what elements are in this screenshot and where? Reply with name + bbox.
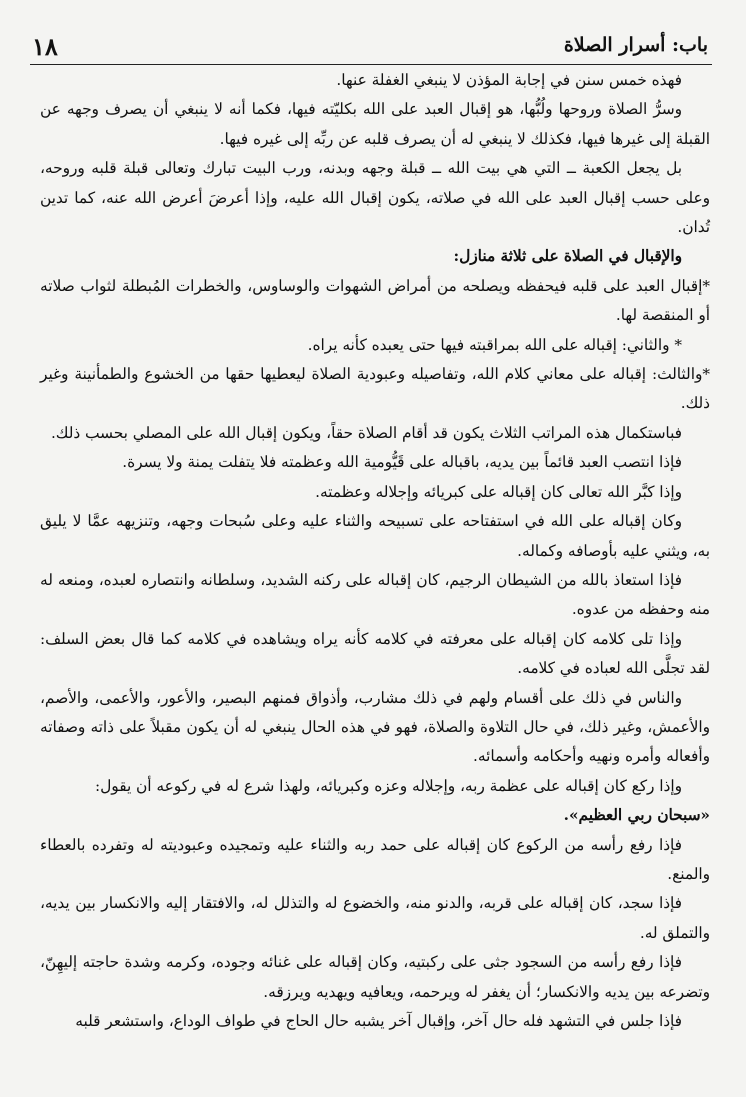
paragraph: فإذا رفع رأسه من السجود جثى على ركبتيه، وكان إقباله على غنائه وجوده، وكرمه وشدة حاجته إليهِنّ، وتضرعه بين يديه والانكسار؛ أن يغفر له ويرحمه، ويعافيه ويهديه ويرزقه.: [40, 953, 710, 1001]
list-item: * والثاني: إقباله على الله بمراقبته فيها حتى يعبده كأنه يراه.: [307, 335, 682, 354]
subheading: والإقبال في الصلاة على ثلاثة منازل:: [453, 247, 682, 266]
paragraph: وإذا كبَّر الله تعالى كان إقباله على كبريائه وإجلاله وعظمته.: [315, 482, 682, 501]
paragraph: فإذا جلس في التشهد فله حال آخر، وإقبال آخر يشبه حال الحاج في طواف الوداع، واستشعر قلبه: [75, 1012, 682, 1030]
page-header: [30, 30, 712, 65]
paragraph: وإذا تلى كلامه كان إقباله على معرفته في كلامه كأنه يراه ويشاهده في كلامه كما قال بعض السلف: لقد تجلَّى الله لعباده في كلامه.: [40, 629, 710, 678]
paragraph: فهذه خمس سنن في إجابة المؤذن لا ينبغي الغفلة عنها.: [336, 71, 682, 89]
paragraph: فإذا رفع رأسه من الركوع كان إقباله على حمد ربه والثناء عليه وتمجيده وعبوديته له وتفرده بالعطاء والمنع.: [40, 835, 710, 883]
page-number: ١٨: [32, 32, 58, 61]
paragraph: والناس في ذلك على أقسام ولهم في ذلك مشارب، وأذواق فمنهم البصير، والأعور، والأعمى، والأصم، والأعمش، وغير ذلك، في حال التلاوة والصلاة، فهو في هذه الحال ينبغي له أن يكون مقبلاً على ذاته وصفاته وأفعاله وأمره ونهيه وأحكامه وأسمائه.: [40, 688, 710, 766]
paragraph: فإذا انتصب العبد قائماً بين يديه، باقباله على قَيُّومية الله وعظمته فلا يتفلت يمنة ولا يسرة.: [122, 453, 682, 472]
paragraph: فباستكمال هذه المراتب الثلاث يكون قد أقام الصلاة حقاً، ويكون إقبال الله على المصلي بحسب ذلك.: [50, 423, 682, 442]
chapter-title: باب: أسرار الصلاة: [563, 34, 708, 56]
paragraph: بل يجعل الكعبة ــ التي هي بيت الله ــ قبلة وجهه وبدنه، ورب البيت تبارك وتعالى قبلة قلبه وروحه، وعلى حسب إقبال العبد على الله في صلاته، يكون إقبال الله عليه، وإذا أعرضَ أعرض الله عنه، كما تدين تُدان.: [40, 159, 710, 237]
quoted-phrase: «سبحان ربي العظيم».: [563, 806, 710, 825]
list-item: *والثالث: إقباله على معاني كلام الله، وتفاصيله وعبودية الصلاة ليعطيها حقها من الخشوع والطمأنينة وغير ذلك.: [40, 365, 710, 413]
paragraph: وسرُّ الصلاة وروحها ولُبُّها، هو إقبال العبد على الله بكليّته فيها، فكما أنه لا ينبغي أن يصرف وجهه عن القبلة إلى غيرها فيها، فكذلك لا ينبغي له أن يصرف قلبه عن ربِّه إلى غيره فيها.: [40, 100, 710, 148]
paragraph: وكان إقباله على الله في استفتاحه على تسبيحه والثناء عليه وعلى سُبحات وجهه، وتنزيهه عمَّا لا يليق به، ويثني عليه بأوصافه وكماله.: [40, 512, 710, 560]
paragraph: وإذا ركع كان إقباله على عظمة ربه، وإجلاله وعزه وكبريائه، ولهذا شرع له في ركوعه أن يقول:: [95, 776, 682, 795]
body-text: [40, 66, 710, 1091]
paragraph: فإذا سجد، كان إقباله على قربه، والدنو منه، والخضوع له والتذلل له، والافتقار إليه والانكسار بين يديه، والتملق له.: [40, 894, 710, 942]
list-item: *إقبال العبد على قلبه فيحفظه ويصلحه من أمراض الشهوات والوساوس، والخطرات المُبطلة لثواب صلاته أو المنقصة لها.: [40, 276, 710, 325]
paragraph: فإذا استعاذ بالله من الشيطان الرجيم، كان إقباله على ركنه الشديد، وسلطانه وانتصاره لعبده، ومنعه له منه وحفظه من عدوه.: [40, 570, 710, 619]
